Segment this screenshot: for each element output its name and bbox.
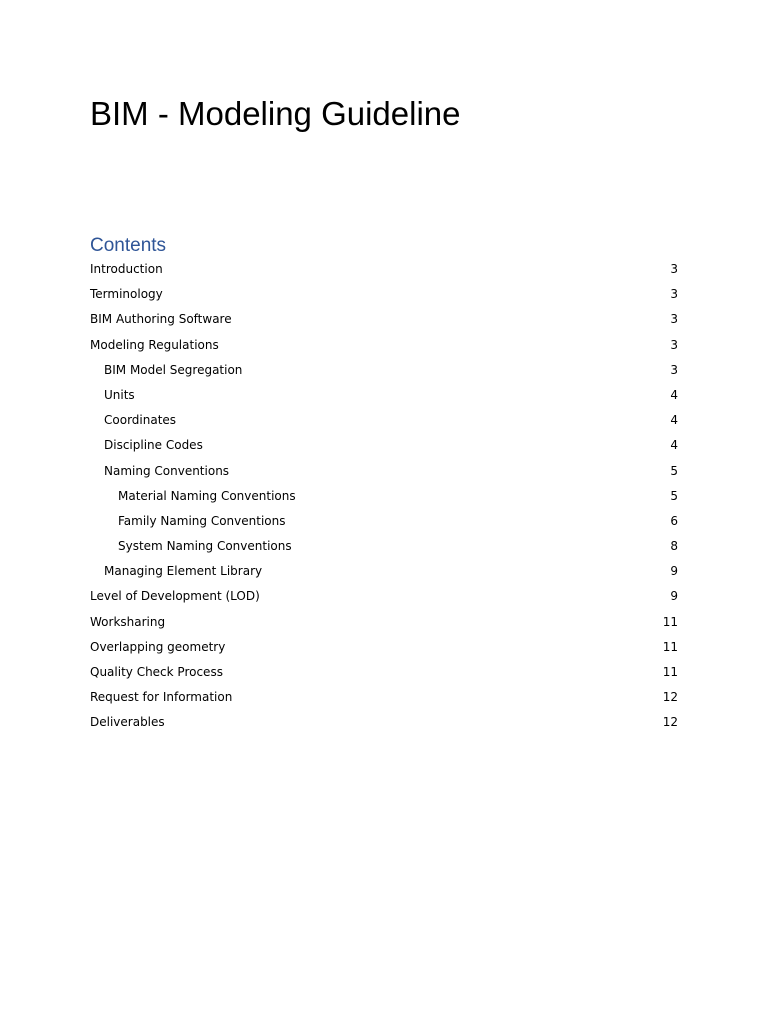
toc-entry-label: Level of Development (LOD) <box>90 589 260 604</box>
toc-entry-discipline-codes[interactable] <box>90 433 680 458</box>
toc-entry-label: Material Naming Conventions <box>118 488 296 503</box>
toc-entry-label: Introduction <box>90 262 163 276</box>
toc-entry-units[interactable] <box>90 383 680 408</box>
toc-entry-page: 6 <box>670 513 678 528</box>
toc-entry-label: Request for Information <box>90 690 233 705</box>
toc-entry-terminology[interactable] <box>90 282 680 307</box>
table-of-contents <box>90 257 680 736</box>
toc-entry-page: 5 <box>670 463 678 478</box>
toc-entry-page: 4 <box>670 438 678 453</box>
toc-entry-page: 3 <box>670 362 678 377</box>
toc-entry-label: Naming Conventions <box>104 463 230 478</box>
toc-entry-page: 9 <box>670 564 678 579</box>
toc-entry-label: Units <box>104 387 135 402</box>
toc-entry-page: 12 <box>662 715 678 730</box>
toc-entry-label: Deliverables <box>90 715 165 730</box>
document-title: BIM - Modeling Guideline <box>90 95 461 132</box>
toc-entry-page: 11 <box>662 614 678 629</box>
toc-entry-label: Managing Element Library <box>104 564 263 579</box>
toc-entry-label: BIM Model Segregation <box>104 362 243 377</box>
toc-entry-page: 3 <box>670 312 678 327</box>
toc-entry-page: 4 <box>670 387 678 402</box>
toc-entry-bim-authoring-software[interactable] <box>90 307 680 332</box>
toc-entry-page: 3 <box>670 262 678 276</box>
toc-entry-label: Coordinates <box>104 413 177 428</box>
toc-entry-label: BIM Authoring Software <box>90 312 232 327</box>
toc-entry-system-naming-conventions[interactable] <box>90 534 680 559</box>
toc-entry-deliverables[interactable] <box>90 710 680 735</box>
toc-entry-label: Overlapping geometry <box>90 639 226 654</box>
toc-entry-modeling-regulations[interactable] <box>90 333 680 358</box>
toc-entry-page: 8 <box>670 539 678 554</box>
toc-entry-label: Quality Check Process <box>90 665 223 679</box>
toc-heading: Contents <box>90 235 167 256</box>
toc-entry-material-naming-conventions[interactable] <box>90 484 680 509</box>
toc-entry-page: 3 <box>670 337 678 352</box>
toc-entry-naming-conventions[interactable] <box>90 459 680 484</box>
toc-entry-quality-check-process[interactable] <box>90 660 680 685</box>
toc-entry-label: Discipline Codes <box>104 438 203 453</box>
toc-entry-coordinates[interactable] <box>90 408 680 433</box>
toc-entry-family-naming-conventions[interactable] <box>90 509 680 534</box>
toc-entry-worksharing[interactable] <box>90 610 680 635</box>
toc-entry-level-of-development[interactable] <box>90 584 680 609</box>
toc-entry-page: 12 <box>662 690 678 705</box>
toc-entry-overlapping-geometry[interactable] <box>90 635 680 660</box>
toc-entry-label: Family Naming Conventions <box>118 513 286 528</box>
toc-entry-label: Worksharing <box>90 614 166 629</box>
toc-entry-label: Terminology <box>90 287 163 302</box>
toc-entry-page: 9 <box>670 589 678 604</box>
toc-entry-managing-element-library[interactable] <box>90 559 680 584</box>
toc-entry-label: System Naming Conventions <box>118 539 292 554</box>
toc-entry-label: Modeling Regulations <box>90 337 219 352</box>
toc-entry-bim-model-segregation[interactable] <box>90 358 680 383</box>
toc-entry-page: 11 <box>662 665 678 679</box>
toc-entry-page: 4 <box>670 413 678 428</box>
toc-entry-page: 3 <box>670 287 678 302</box>
toc-entry-request-for-information[interactable] <box>90 685 680 710</box>
toc-entry-introduction[interactable] <box>90 257 680 282</box>
toc-entry-page: 11 <box>662 639 678 654</box>
toc-entry-page: 5 <box>670 488 678 503</box>
